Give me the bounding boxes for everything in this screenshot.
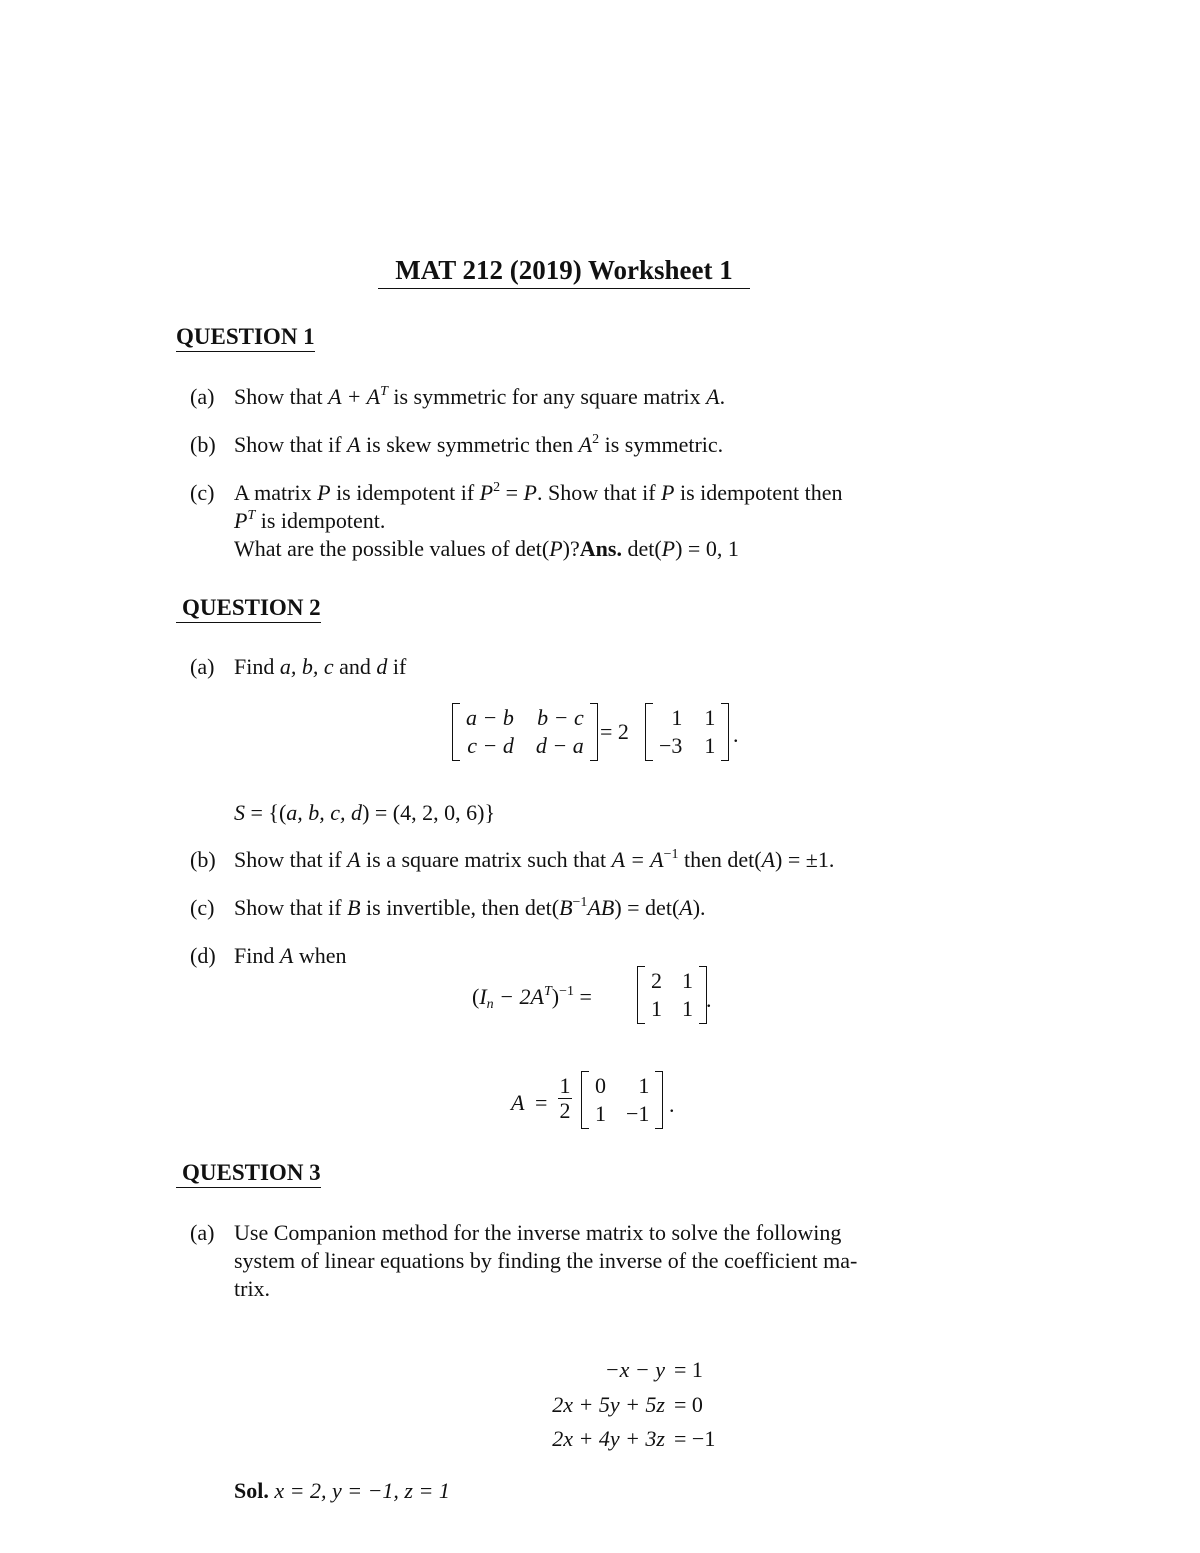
- q1b-label: (b): [190, 432, 216, 457]
- question-1-heading: QUESTION 1: [176, 324, 315, 352]
- q2d-text: Find A when: [234, 943, 347, 968]
- equation-2-rhs: = 0: [674, 1392, 703, 1417]
- q2c-text: Show that if B is invertible, then $\det(B^{-1}AB) = \det(A)$.: [234, 895, 706, 920]
- q2b-label: (b): [190, 847, 216, 872]
- q2a-lhs-matrix: a − b b − c c − d d − a: [452, 703, 598, 761]
- equation-1-lhs: −x − y: [604, 1357, 665, 1382]
- q2a-period: .: [733, 722, 739, 747]
- q2d-answer-fraction: 1 2: [559, 1073, 571, 1123]
- q2a-solution: S = {(a, b, c, d) = (4, 2, 0, 6)}: [234, 800, 496, 825]
- q3a-line-3: trix.: [234, 1276, 271, 1301]
- q1c-label: (c): [190, 480, 215, 505]
- q2b-text: Show that if A is a square matrix such that $A = A^{-1}$ then det(A) = ±1.: [234, 847, 835, 872]
- q1c-line-1: A matrix P is idempotent if $P^2 = P$. Show that if P is idempotent then: [234, 480, 843, 505]
- question-2-heading: QUESTION 2: [176, 595, 321, 623]
- q2a-text: Find a, b, c and d if: [234, 654, 407, 679]
- q2d-answer-matrix: 0 1 1 −1: [581, 1071, 663, 1129]
- q1c-line-2: $P^T$ is idempotent.: [234, 508, 386, 533]
- q2d-answer-period: .: [669, 1092, 675, 1117]
- q1c-line-3: What are the possible values of det(P)?Ans. det(P) = 0, 1: [234, 536, 739, 561]
- q2d-label: (d): [190, 943, 216, 968]
- equation-2-lhs: 2x + 5y + 5z: [552, 1392, 665, 1417]
- q1b-text: Show that if A is skew symmetric then $A^2$ is symmetric.: [234, 432, 724, 457]
- q2d-answer-equals: =: [535, 1090, 548, 1115]
- q2c-label: (c): [190, 895, 215, 920]
- equation-3-lhs: 2x + 4y + 3z: [552, 1426, 665, 1451]
- question-3-heading: QUESTION 3: [176, 1160, 321, 1188]
- q2a-equals-scalar: = 2: [600, 719, 629, 744]
- equation-3-rhs: = −1: [674, 1426, 716, 1451]
- q2a-label: (a): [190, 654, 215, 679]
- q2a-rhs-matrix: 1 1 −3 1: [645, 703, 729, 761]
- q3a-label: (a): [190, 1220, 215, 1245]
- q1a-label: (a): [190, 384, 215, 409]
- q1a-text: Show that $A + A^T$ is symmetric for any square matrix A.: [234, 384, 726, 409]
- q3a-solution: Sol. x = 2, y = −1, z = 1: [234, 1478, 450, 1503]
- solution-label: Sol.: [234, 1478, 269, 1503]
- q3a-line-1: Use Companion method for the inverse matrix to solve the following: [234, 1220, 842, 1245]
- q2d-period: .: [706, 987, 712, 1012]
- q2d-answer-var: A: [511, 1090, 525, 1115]
- q3a-line-2: system of linear equations by finding the inverse of the coefficient ma-: [234, 1248, 858, 1273]
- q2d-rhs-matrix: 2 1 1 1: [637, 966, 707, 1024]
- answer-label: Ans.: [579, 536, 622, 561]
- worksheet-title: MAT 212 (2019) Worksheet 1: [378, 255, 750, 289]
- q2d-lhs-expression: $(I_n - 2A^T)^{-1}$ =: [472, 984, 592, 1012]
- equation-1-rhs: = 1: [674, 1357, 703, 1382]
